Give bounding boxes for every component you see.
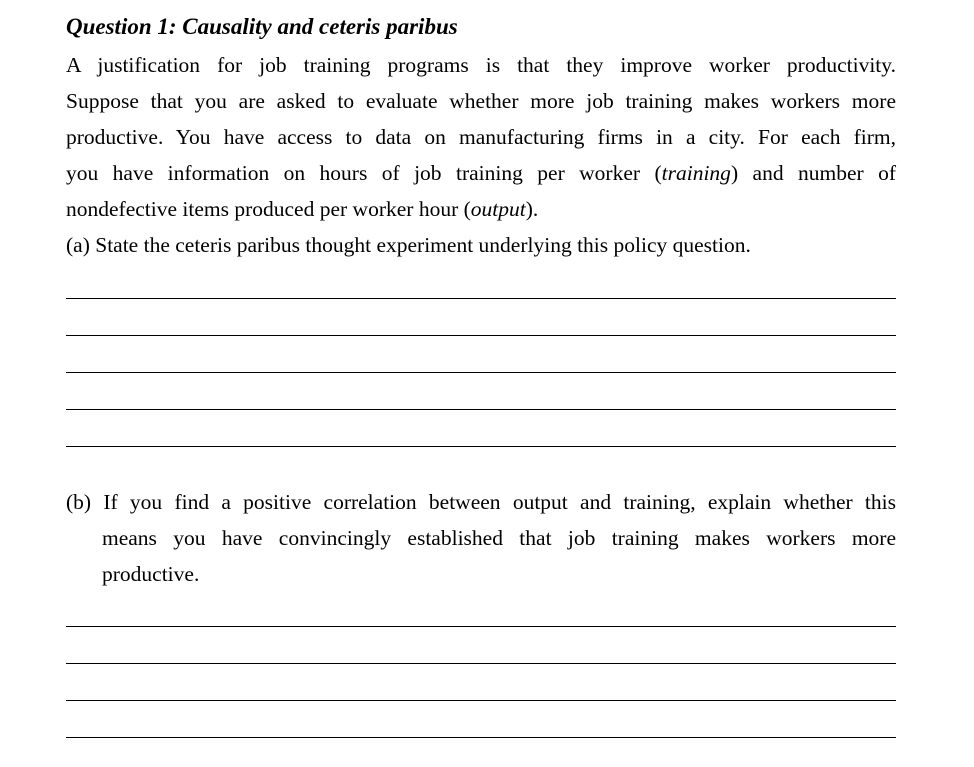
answer-line-a-3[interactable] — [66, 372, 896, 373]
answer-line-b-4[interactable] — [66, 737, 896, 738]
answer-line-a-5[interactable] — [66, 446, 896, 447]
part-b-line-1: (b) If you find a positive correlation between output and training, explain whether this — [66, 490, 896, 514]
intro-line-4-pre: you have information on hours of job training per worker ( — [66, 161, 662, 185]
variable-output: output — [470, 197, 526, 221]
part-b-line-3: productive. — [102, 562, 200, 586]
intro-line-2: Suppose that you are asked to evaluate whether more job training makes workers more — [66, 89, 896, 113]
intro-line-1: A justification for job training programs is that they improve worker productivity. — [66, 53, 896, 77]
answer-line-b-3[interactable] — [66, 700, 896, 701]
intro-line-4 — [66, 160, 896, 186]
variable-training: training — [661, 161, 731, 185]
answer-line-a-4[interactable] — [66, 409, 896, 410]
intro-line-5 — [66, 196, 896, 222]
part-b-line-2: means you have convincingly established that job training makes workers more — [102, 526, 896, 550]
intro-line-3: productive. You have access to data on manufacturing firms in a city. For each firm, — [66, 125, 896, 149]
intro-line-5-pre: nondefective items produced per worker hour ( — [66, 197, 471, 221]
question-title: Question 1: Causality and ceteris paribus — [66, 14, 458, 39]
answer-line-b-2[interactable] — [66, 663, 896, 664]
intro-line-5-post: ). — [525, 197, 539, 221]
answer-line-a-1[interactable] — [66, 298, 896, 299]
answer-line-a-2[interactable] — [66, 335, 896, 336]
part-a-prompt: (a) State the ceteris paribus thought experiment underlying this policy question. — [66, 233, 751, 257]
answer-line-b-1[interactable] — [66, 626, 896, 627]
intro-line-4-post: ) and number of — [730, 161, 897, 185]
